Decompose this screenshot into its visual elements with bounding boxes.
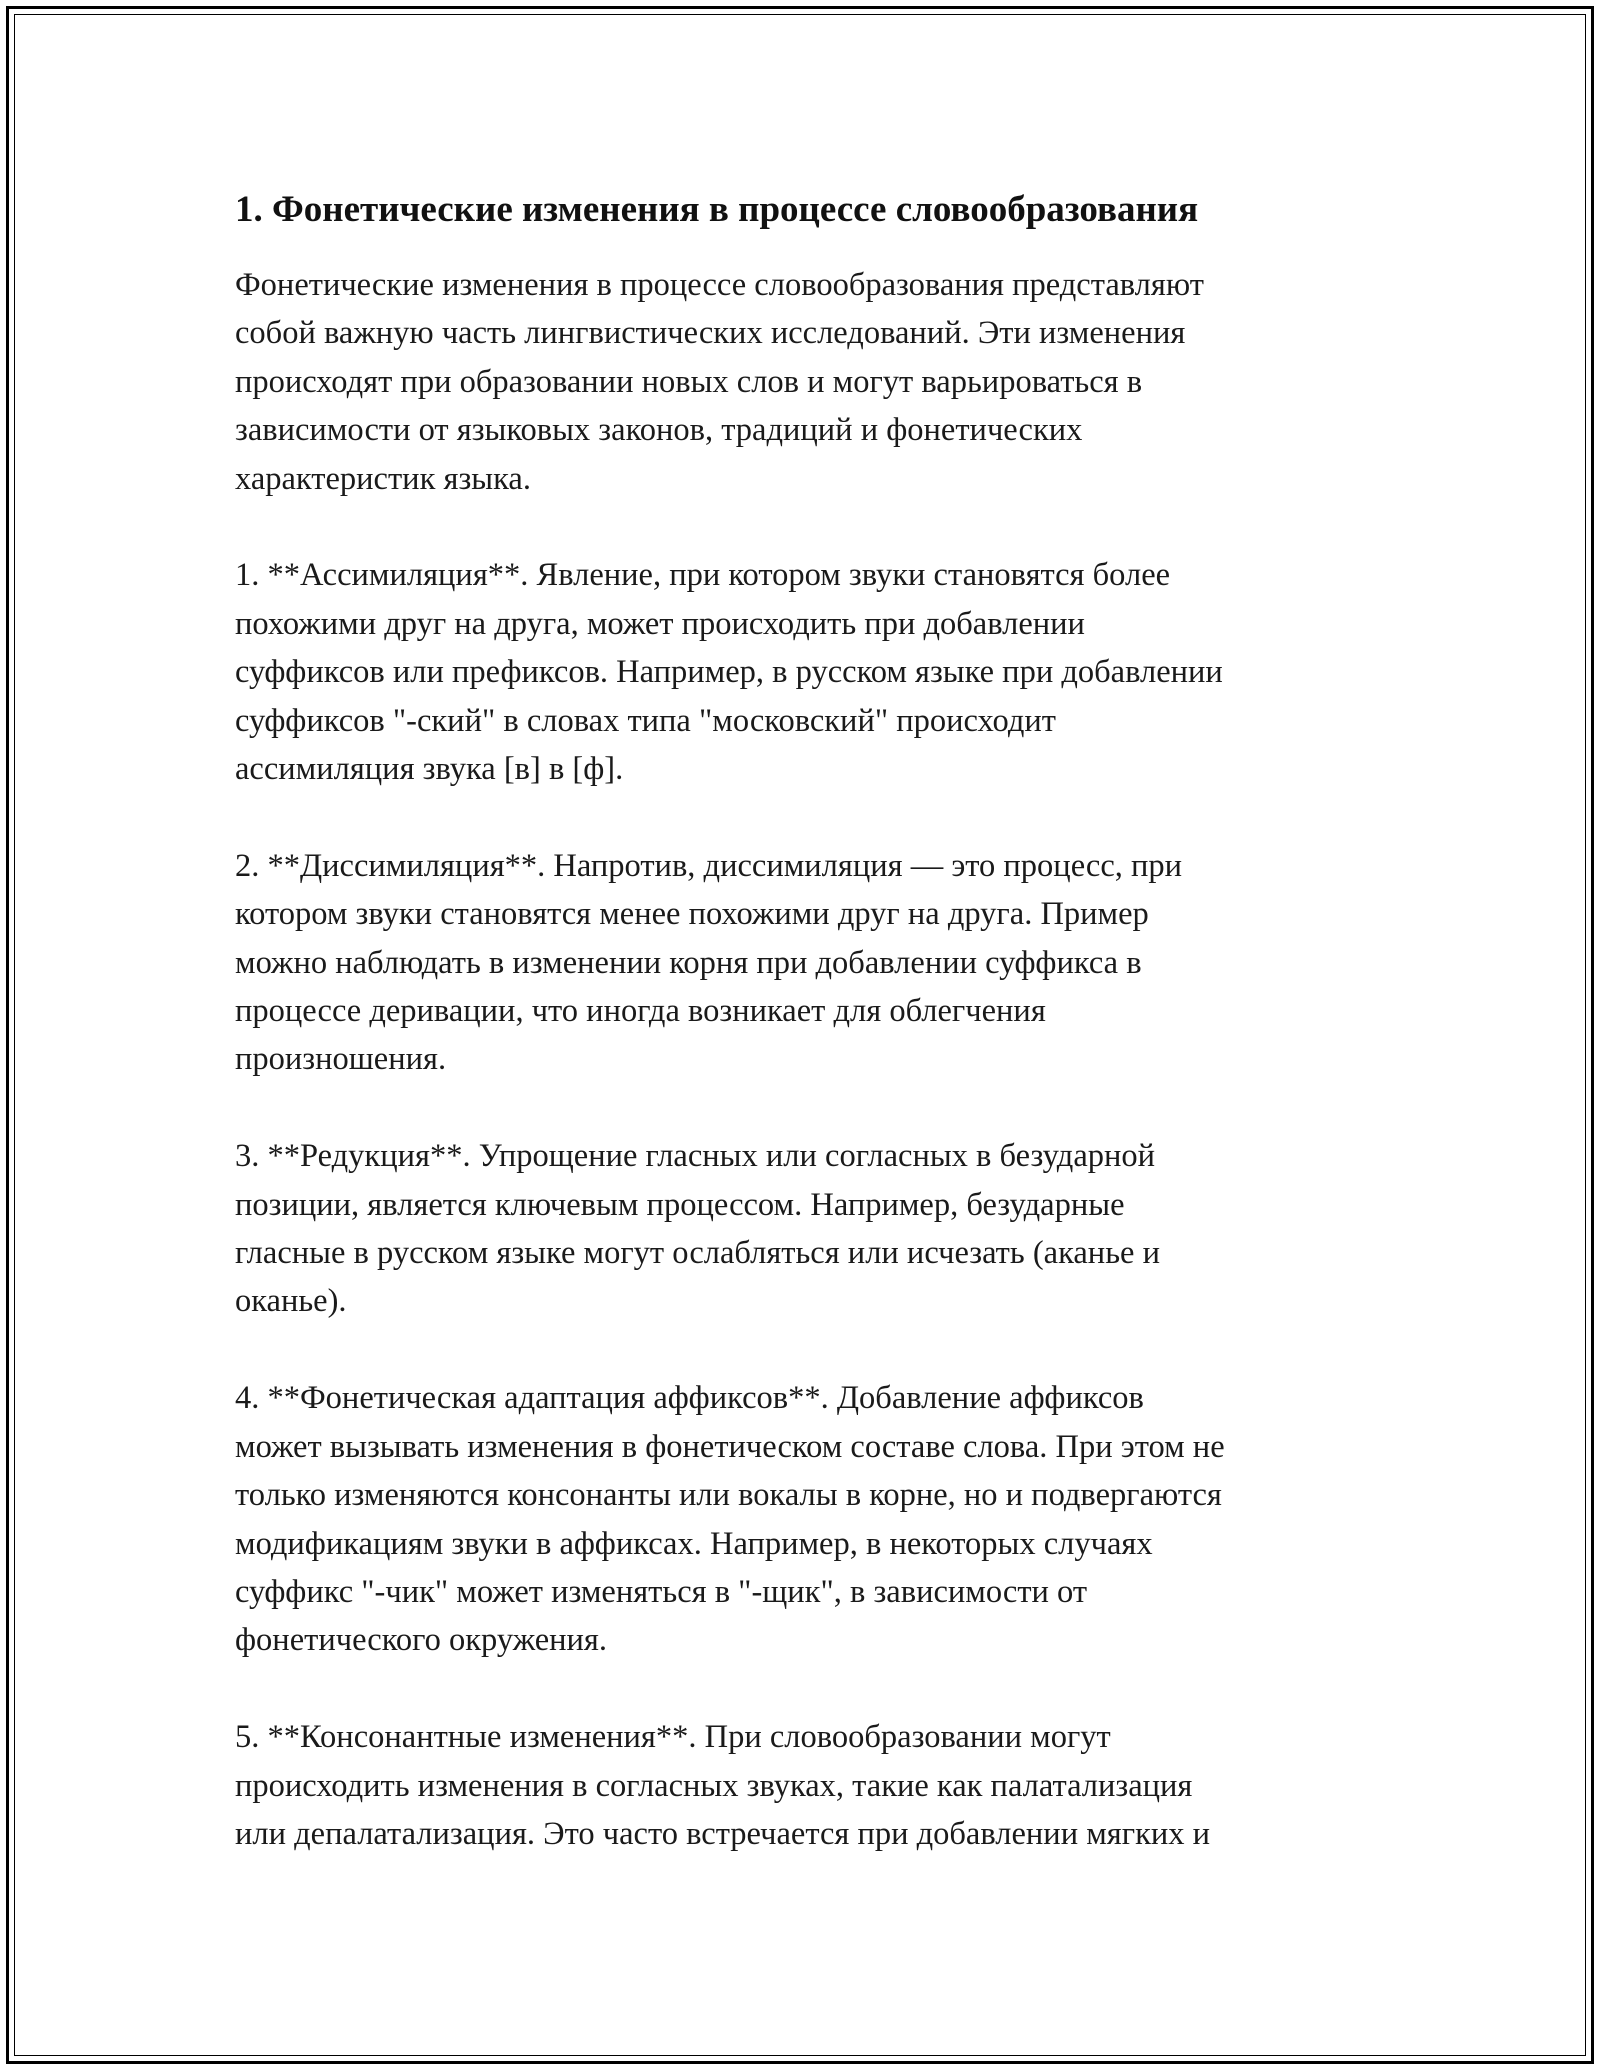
section-title: 1. Фонетические изменения в процессе словообразования [235,189,1199,230]
consonant-changes-paragraph: 5. **Консонантные изменения**. При словообразовании могут происходить изменения в согласных звуках, такие как палатализация или депалатализация. Это часто встречается при добавлении мягких и [235,1719,1211,1852]
reduction-paragraph: 3. **Редукция**. Упрощение гласных или согласных в безударной позиции, является ключевым процессом. Например, безударные гласные в русском языке могут ослабляться или исчезать (аканье и оканье). [235,1138,1160,1320]
assimilation-paragraph: 1. **Ассимиляция**. Явление, при котором звуки становятся более похожими друг на друга, может происходить при добавлении суффиксов или префиксов. Например, в русском языке при добавлении суффиксов "-ский" в словах типа "московский" происходит ассимиляция звука [в] в [ф]. [235,557,1223,788]
affix-adaptation-paragraph: 4. **Фонетическая адаптация аффиксов**. Добавление аффиксов может вызывать изменения в фонетическом составе слова. При этом не только изменяются консонанты или вокалы в корне, но и подвергаются модификациям звуки в аффиксах. Например, в некоторых случаях суффикс "-чик" может изменяться в "-щик", в зависимости от фонетического окружения. [235,1380,1225,1659]
dissimilation-paragraph: 2. **Диссимиляция**. Напротив, диссимиляция — это процесс, при котором звуки становятся менее похожими друг на друга. Пример можно наблюдать в изменении корня при добавлении суффикса в процессе деривации, что иногда возникает для облегчения произношения. [235,847,1183,1078]
document-body [235,185,1365,1907]
intro-paragraph: Фонетические изменения в процессе словообразования представляют собой важную часть лингвистических исследований. Эти изменения происходят при образовании новых слов и могут варьироваться в зависимости от языковых законов, традиций и фонетических характеристик языка. [235,267,1204,497]
